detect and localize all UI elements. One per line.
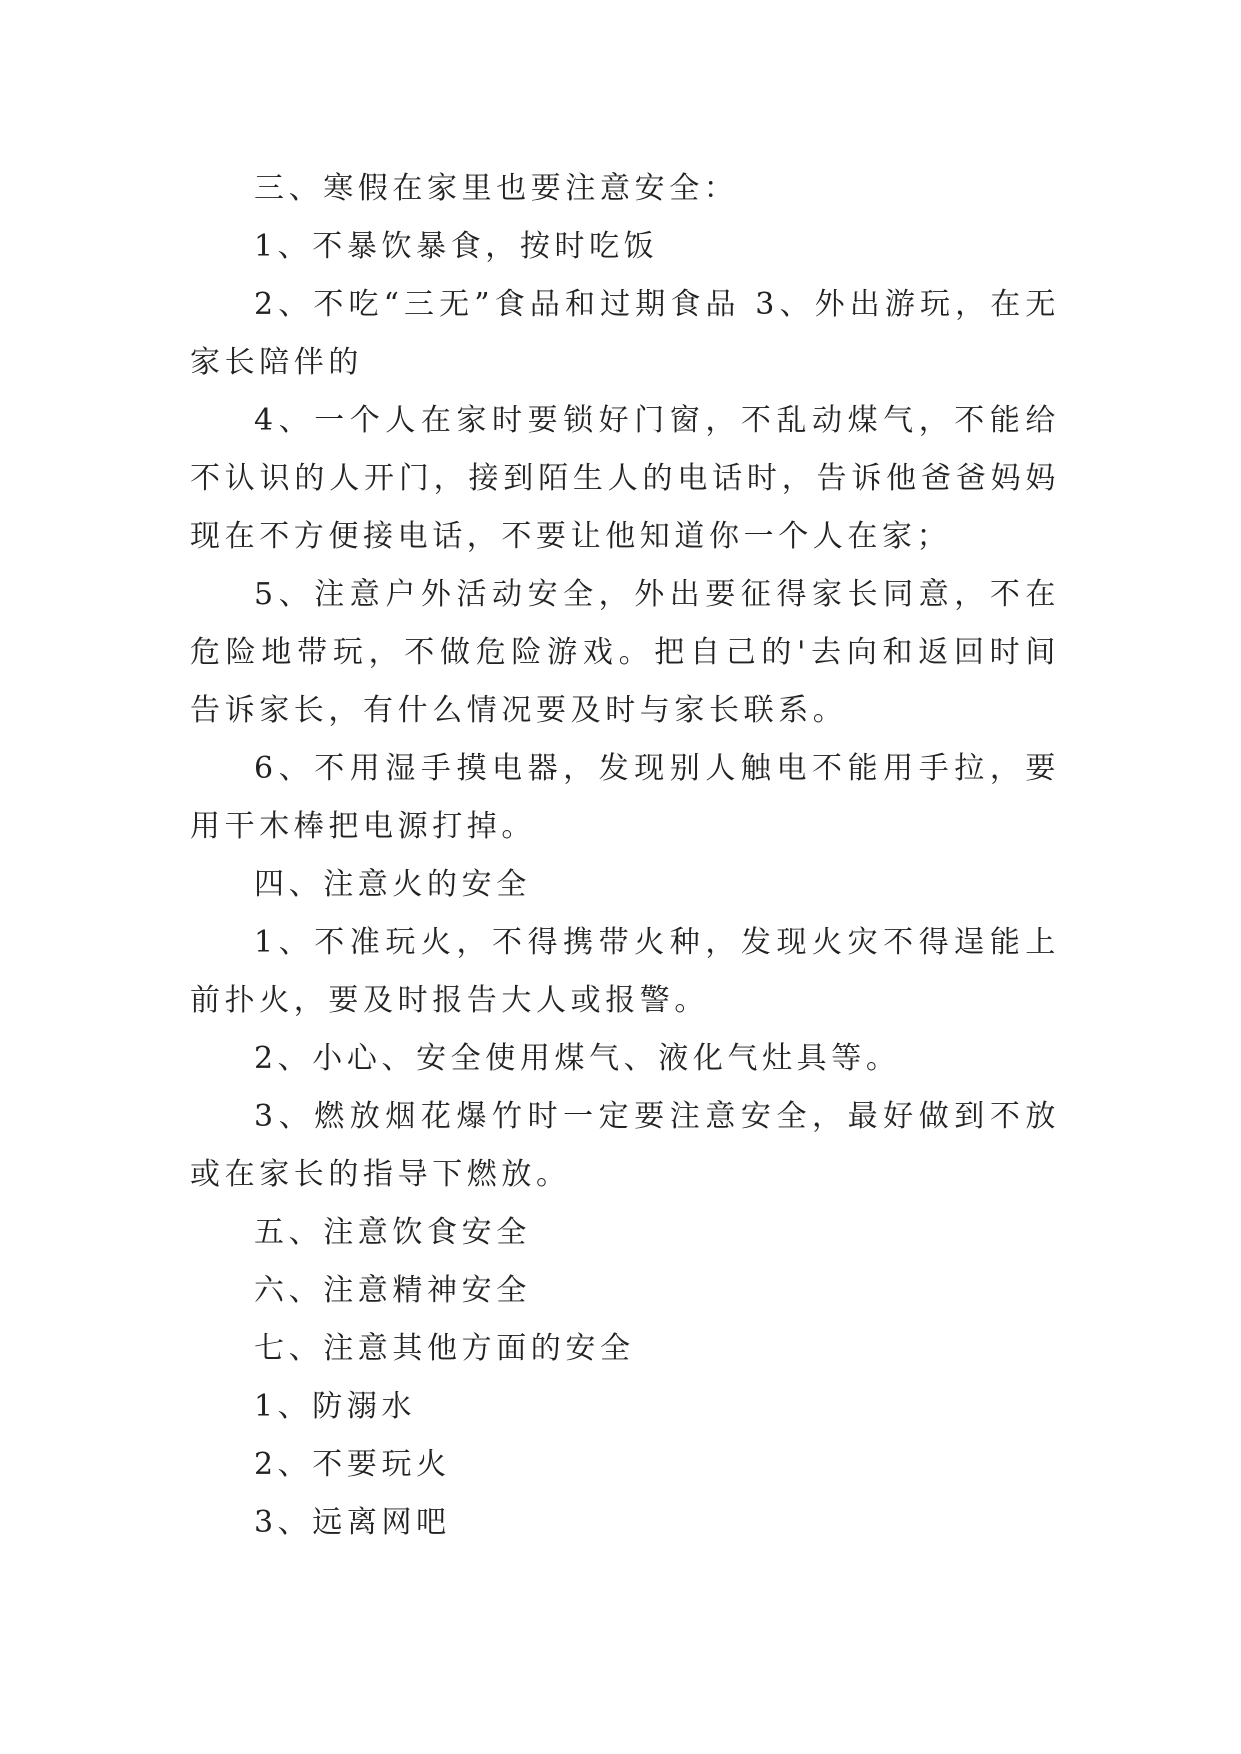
list-item: 3、远离网吧 bbox=[254, 1505, 451, 1540]
section-heading-home-safety: 三、寒假在家里也要注意安全： bbox=[254, 171, 739, 206]
document-body bbox=[190, 160, 1060, 1552]
list-item: 2、不要玩火 bbox=[254, 1447, 451, 1482]
list-item: 1、不暴饮暴食，按时吃饭 bbox=[254, 229, 659, 264]
list-item: 5、注意户外活动安全，外出要征得家长同意，不在危险地带玩，不做危险游戏。把自己的'去向和返回时间告诉家长，有什么情况要及时与家长联系。 bbox=[190, 577, 1060, 728]
list-item: 4、一个人在家时要锁好门窗，不乱动煤气，不能给不认识的人开门，接到陌生人的电话时，告诉他爸爸妈妈现在不方便接电话，不要让他知道你一个人在家； bbox=[190, 403, 1060, 554]
list-item: 2、小心、安全使用煤气、液化气灶具等。 bbox=[254, 1041, 901, 1076]
section-heading-mental-safety: 六、注意精神安全 bbox=[254, 1273, 531, 1308]
list-item: 1、防溺水 bbox=[254, 1389, 417, 1424]
section-heading-food-safety: 五、注意饮食安全 bbox=[254, 1215, 531, 1250]
section-heading-fire-safety: 四、注意火的安全 bbox=[254, 867, 531, 902]
list-item: 6、不用湿手摸电器，发现别人触电不能用手拉，要用干木棒把电源打掉。 bbox=[190, 751, 1060, 844]
list-item: 1、不准玩火，不得携带火种，发现火灾不得逞能上前扑火，要及时报告大人或报警。 bbox=[190, 925, 1060, 1018]
list-item: 2、不吃“三无”食品和过期食品 3、外出游玩，在无家长陪伴的 bbox=[190, 287, 1060, 380]
section-heading-other-safety: 七、注意其他方面的安全 bbox=[254, 1331, 635, 1366]
list-item: 3、燃放烟花爆竹时一定要注意安全，最好做到不放或在家长的指导下燃放。 bbox=[190, 1099, 1060, 1192]
